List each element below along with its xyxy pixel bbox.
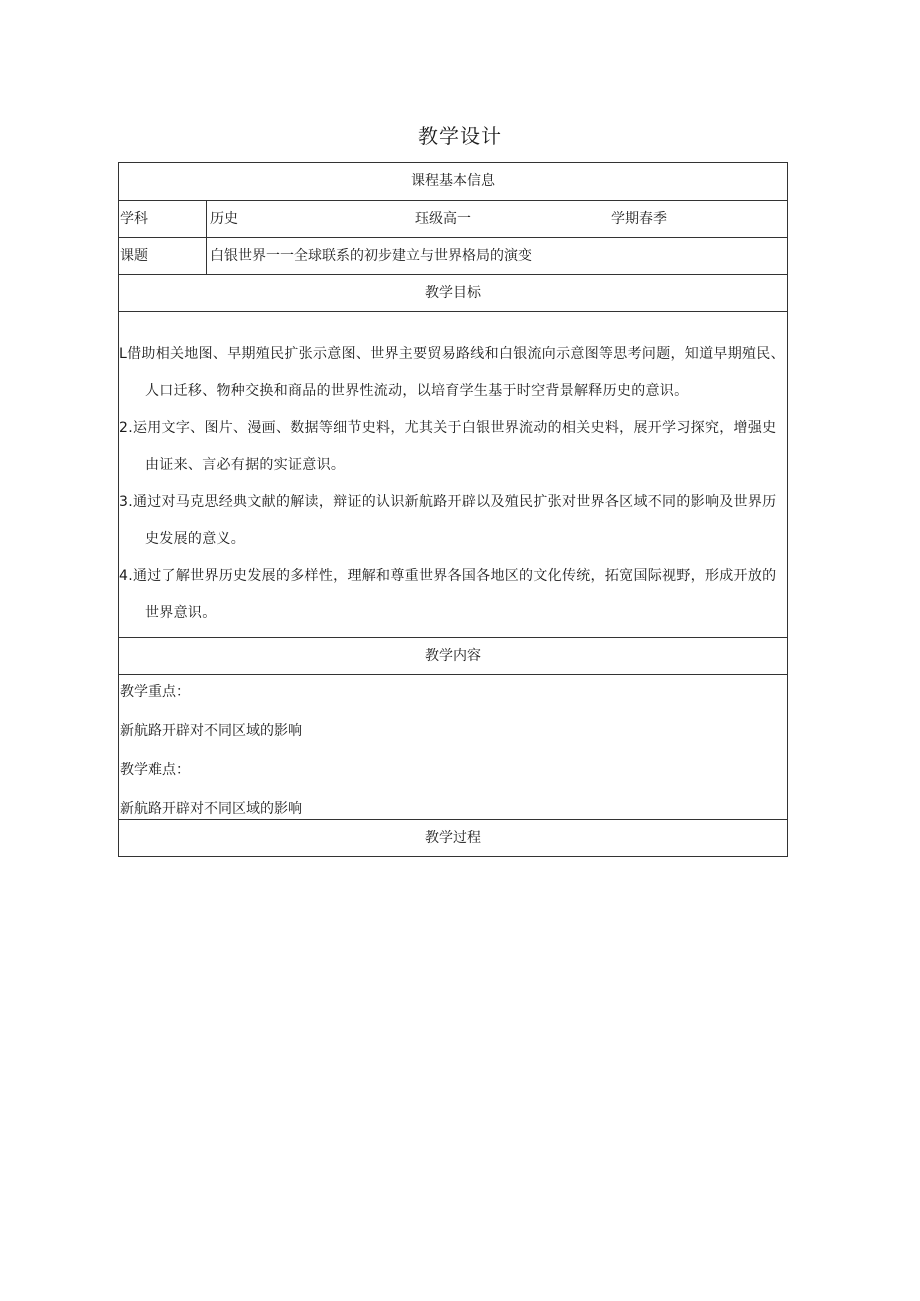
difficulty-label: 教学难点： (120, 762, 190, 778)
objective-item: 2.运用文字、图片、漫画、数据等细节史料，尤其关于白银世界流动的相关史料，展开学习探究，增强史由证来、言必有据的实证意识。 (119, 420, 777, 473)
key-point-label: 教学重点： (120, 684, 190, 700)
term-value: 学期春季 (611, 211, 667, 227)
document-title: 教学设计 (418, 124, 502, 148)
objectives-header: 教学目标 (119, 274, 787, 311)
basic-info-header: 课程基本信息 (411, 173, 495, 189)
lesson-plan-table (118, 162, 788, 857)
grade-value: 珏级高一 (415, 211, 471, 227)
process-header: 教学过程 (119, 819, 787, 856)
key-point-value: 新航路开辟对不同区域的影响 (120, 723, 302, 739)
subject-value: 历史 (210, 211, 238, 227)
objectives-list (119, 311, 787, 637)
objective-item: 4.通过了解世界历史发展的多样性，理解和尊重世界各国各地区的文化传统，拓宽国际视野，形成开放的世界意识。 (119, 568, 777, 621)
content-body (119, 674, 787, 819)
subject-label: 学科 (119, 201, 207, 237)
subject-row-values (207, 201, 787, 237)
objective-item: 3.通过对马克思经典文献的解读，辩证的认识新航路开辟以及殖民扩张对世界各区域不同的影响及世界历史发展的意义。 (119, 494, 777, 547)
objective-item: L借助相关地图、早期殖民扩张示意图、世界主要贸易路线和白银流向示意图等思考问题，知道早期殖民、人口迁移、物种交换和商品的世界性流动，以培育学生基于时空背景解释历史的意识。 (119, 346, 785, 399)
difficulty-value: 新航路开辟对不同区域的影响 (120, 801, 302, 817)
topic-label: 课题 (119, 238, 207, 274)
topic-row (119, 237, 787, 274)
content-header: 教学内容 (119, 637, 787, 674)
topic-value: 白银世界一一全球联系的初步建立与世界格局的演变 (210, 248, 532, 264)
subject-row (119, 200, 787, 237)
